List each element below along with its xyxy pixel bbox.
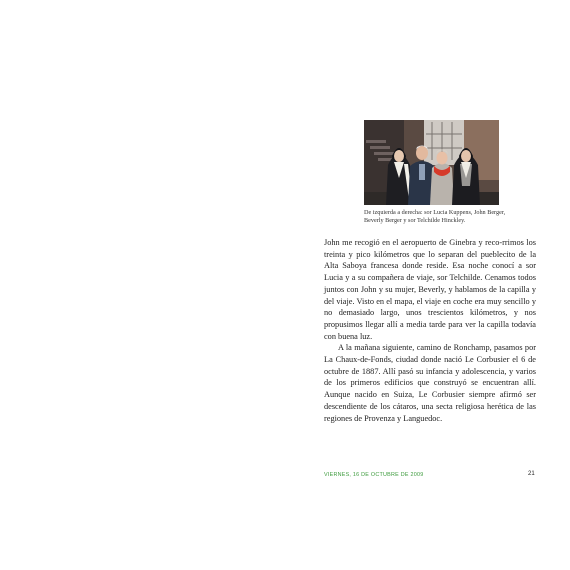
running-footer-date: VIERNES, 16 DE OCTUBRE DE 2009 [324, 472, 424, 478]
page-number: 21 [528, 471, 535, 477]
photo-caption: De izquierda a derecha: sor Lucia Kuppens, John Berger, Beverly Berger y sor Telchilde Hinckley. [364, 209, 506, 224]
paragraph-1: John me recogió en el aeropuerto de Ginebra y reco-rrimos los treinta y pico kilómetros que lo separan del pueblecito de la Alta Saboya francesa donde reside. Esa noche conocí a sor Lucia y a su compañera de viaje, sor Telchilde. Cenamos todos juntos con John y su mujer, Beverly, y hablamos de la capilla y del viaje. Visto en el mapa, el viaje en coche era muy sencillo y no demasiado largo, unos trescientos kilómetros, y nos propusimos llegar allí a media tarde para ver la capilla todavía con buena luz. [324, 238, 536, 341]
paragraph-2: A la mañana siguiente, camino de Ronchamp, pasamos por La Chaux-de-Fonds, ciudad donde nació Le Corbusier el 6 de octubre de 1887. Allí pasó su infancia y adolescencia, y varios de los primeros edificios que construyó se encuentran allí. Aunque nacido en Suiza, Le Corbusier siempre afirmó ser descendiente de los cátaros, una secta religiosa herética de las regiones de Provenza y Languedoc. [324, 343, 536, 423]
body-text [324, 237, 536, 424]
photo-illustration [364, 120, 499, 205]
group-photo [364, 120, 499, 205]
